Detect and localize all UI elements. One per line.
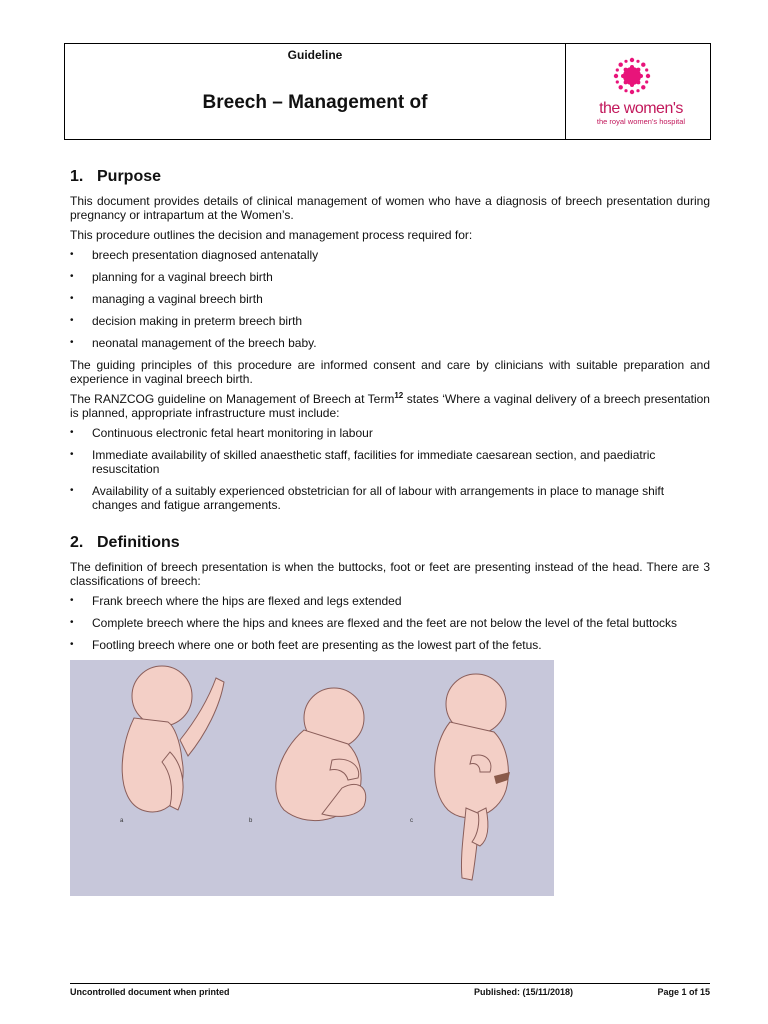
section-heading-purpose (70, 168, 710, 186)
paragraph: This procedure outlines the decision and management process required for: (70, 228, 473, 242)
logo-name: the women's (599, 100, 683, 117)
section-number: 2. (70, 534, 84, 551)
list-item: • decision making in preterm breech birth (70, 314, 710, 328)
figure-label-c: c (410, 818, 413, 824)
paragraph: The guiding principles of this procedure are informed consent and care by clinicians with suitable preparation and experience in vaginal breech birth. (70, 358, 710, 386)
section-number: 1. (70, 168, 84, 185)
paragraph: This document provides details of clinical management of women who have a diagnosis of breech presentation during pregnancy or intrapartum at the Women’s. (70, 194, 710, 222)
section-title: Definitions (97, 534, 180, 551)
bullet-list (70, 594, 710, 652)
fetus-body-c (435, 722, 509, 818)
womens-logo (576, 101, 706, 126)
list-item: • managing a vaginal breech birth (70, 292, 710, 306)
paragraph: The definition of breech presentation is when the buttocks, foot or feet are presenting instead of the head. There are 3 classifications of breech: (70, 560, 710, 588)
list-item: • breech presentation diagnosed antenatally (70, 248, 710, 262)
breech-fetus-drawing (70, 660, 554, 896)
document-header (64, 43, 711, 140)
paragraph (70, 392, 710, 420)
list-item: • neonatal management of the breech baby. (70, 336, 710, 350)
list-item: • Immediate availability of skilled anaesthetic staff, facilities for immediate caesarean section, and paediatric resuscitation (70, 448, 710, 476)
paragraph-text: The RANZCOG guideline on Management of Breech at Term (70, 392, 395, 406)
womens-logo-burst-icon (610, 54, 654, 98)
header-logo-cell (566, 44, 710, 139)
reference-superscript: 12 (394, 391, 404, 400)
list-item: • Availability of a suitably experienced obstetrician for all of labour with arrangements in place to manage shift changes and fatigue arrangements. (70, 484, 710, 512)
header-title-cell (65, 44, 566, 139)
footer-published-date: Published: (15/11/2018) (473, 987, 573, 997)
fetus-head-a (132, 666, 192, 726)
document-footer (70, 983, 710, 997)
list-item: • planning for a vaginal breech birth (70, 270, 710, 284)
list-item: • Continuous electronic fetal heart monitoring in labour (70, 426, 710, 440)
list-item: • Footling breech where one or both feet are presenting as the lowest part of the fetus. (70, 638, 710, 652)
section-title: Purpose (97, 168, 162, 185)
bullet-list (70, 426, 710, 512)
list-item: • Complete breech where the hips and knees are flexed and the feet are not below the level of the fetal buttocks (70, 616, 710, 630)
page-title: Breech – Management of (202, 92, 428, 113)
bullet-list (70, 248, 710, 350)
breech-types-illustration (70, 660, 554, 896)
section-heading-definitions (70, 534, 710, 552)
document-type: Guideline (287, 48, 343, 62)
figure-label-a: a (120, 818, 124, 824)
list-item: • Frank breech where the hips are flexed and legs extended (70, 594, 710, 608)
paragraph-text: states ‘Where a vaginal delivery of a breech presentation is planned, appropriate infrastructure must include: (70, 392, 710, 420)
logo-subtitle: the royal women's hospital (596, 117, 686, 126)
figure-label-b: b (249, 818, 253, 824)
footer-uncontrolled-note: Uncontrolled document when printed (70, 987, 230, 997)
document-body (70, 168, 710, 896)
footer-page-number: Page 1 of 15 (657, 987, 710, 997)
